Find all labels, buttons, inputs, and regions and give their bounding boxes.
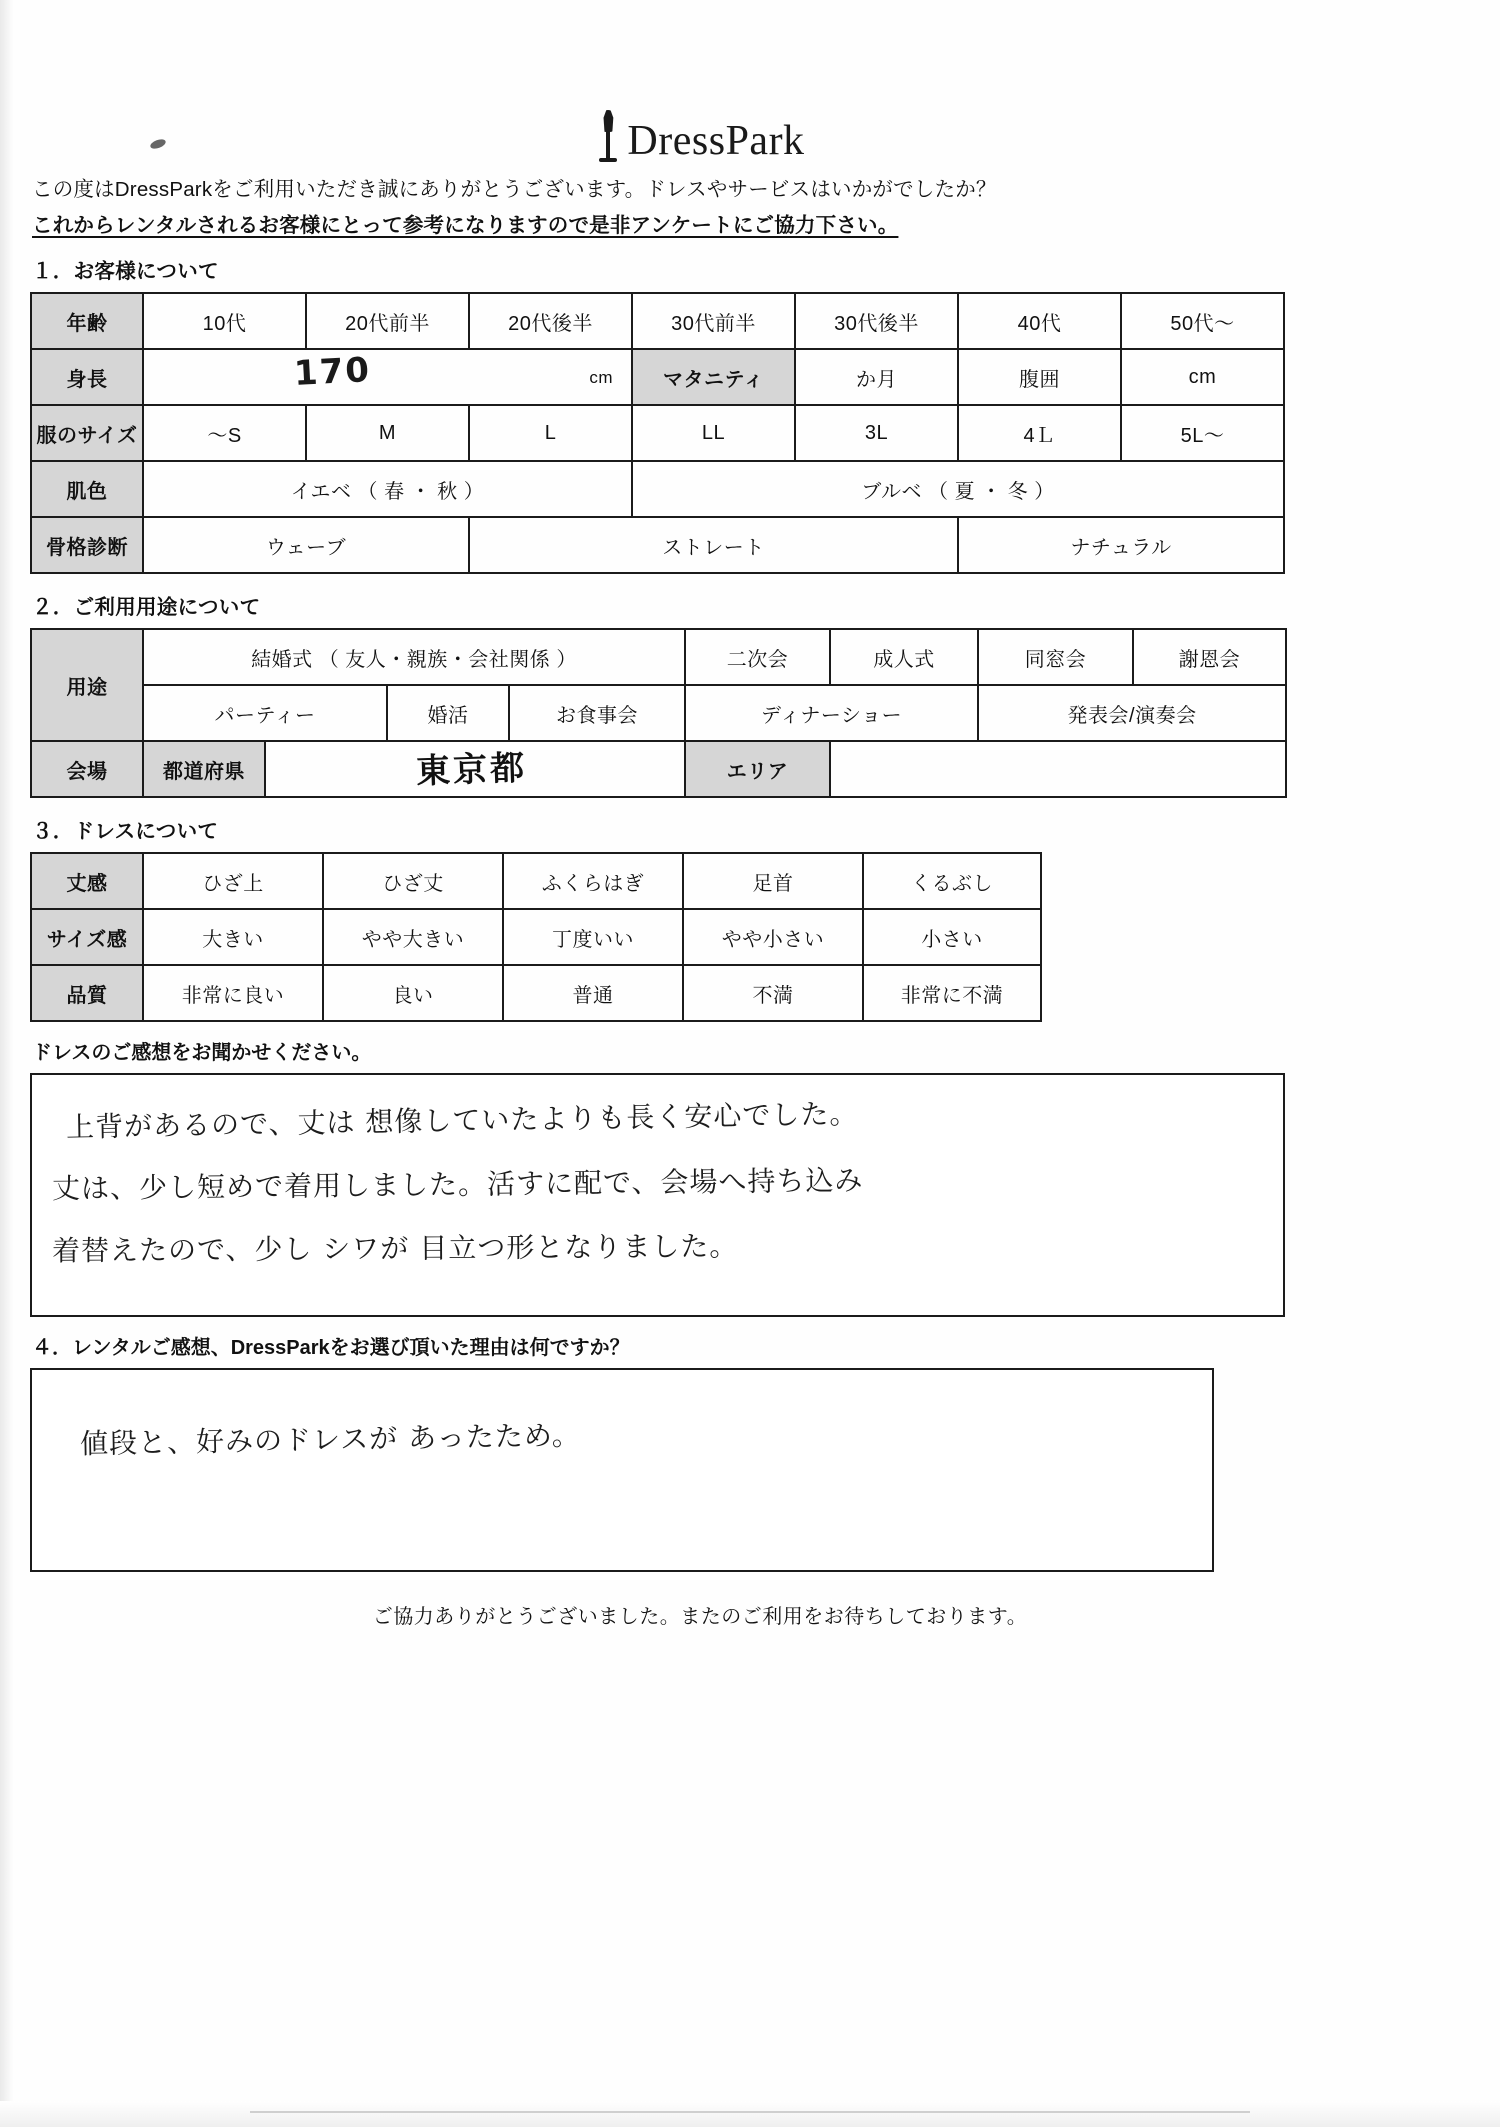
brand-header bbox=[30, 100, 1370, 162]
dress-size-option-1[interactable]: M bbox=[306, 405, 469, 461]
scan-edge-left bbox=[0, 0, 14, 2127]
length-label: 丈感 bbox=[31, 853, 143, 909]
length-option-2[interactable]: ふくらはぎ bbox=[503, 853, 683, 909]
purpose-option-seijinshiki[interactable]: 成人式 bbox=[830, 629, 978, 685]
impression-line-0: 上背があるので、丈は 想像していたよりも長く安心でした。 bbox=[65, 1097, 859, 1144]
purpose-option-recital[interactable]: 発表会/演奏会 bbox=[978, 685, 1286, 741]
closing-message: ご協力ありがとうございました。またのご利用をお待ちしております。 bbox=[372, 1606, 1028, 1628]
intro-line-1: この度はDressParkをご利用いただき誠にありがとうございます。ドレスやサービスはいかがでしたか？ bbox=[32, 178, 997, 201]
purpose-option-oshokujikai[interactable]: お食事会 bbox=[509, 685, 685, 741]
impression-line-2: 着替えたので、少し シワが 目立つ形となりました。 bbox=[51, 1229, 739, 1268]
height-unit: cm bbox=[589, 367, 613, 387]
length-option-1[interactable]: ひざ丈 bbox=[323, 853, 503, 909]
dress-size-option-3[interactable]: LL bbox=[632, 405, 795, 461]
table-row-quality bbox=[31, 965, 1041, 1021]
reason-textarea[interactable] bbox=[30, 1368, 1214, 1572]
section-4-title: ４．レンタルご感想、DressParkをお選び頂いた理由は何ですか？ bbox=[32, 1337, 630, 1359]
section-1-title: １．お客様について bbox=[32, 260, 219, 283]
impression-title: ドレスのご感想をお聞かせください。 bbox=[32, 1042, 372, 1064]
venue-label: 会場 bbox=[31, 741, 143, 797]
table-row-venue bbox=[31, 741, 1286, 797]
dress-size-option-5[interactable]: 4Ｌ bbox=[958, 405, 1121, 461]
impression-textarea[interactable] bbox=[30, 1073, 1285, 1317]
dress-size-option-6[interactable]: 5L～ bbox=[1121, 405, 1284, 461]
quality-label: 品質 bbox=[31, 965, 143, 1021]
section-3-title: ３．ドレスについて bbox=[32, 820, 219, 843]
table-row-size-feel bbox=[31, 909, 1041, 965]
age-option-4[interactable]: 30代後半 bbox=[795, 293, 958, 349]
table-row-purpose-1 bbox=[31, 629, 1286, 685]
purpose-option-wedding[interactable]: 結婚式 （ 友人・親族・会社関係 ） bbox=[143, 629, 685, 685]
purpose-option-nijikai[interactable]: 二次会 bbox=[685, 629, 830, 685]
length-option-3[interactable]: 足首 bbox=[683, 853, 863, 909]
age-option-0[interactable]: 10代 bbox=[143, 293, 306, 349]
area-input[interactable] bbox=[830, 741, 1286, 797]
purpose-option-dousoukai[interactable]: 同窓会 bbox=[978, 629, 1133, 685]
length-option-0[interactable]: ひざ上 bbox=[143, 853, 323, 909]
dress-size-option-0[interactable]: ～S bbox=[143, 405, 306, 461]
size-feel-option-3[interactable]: やや小さい bbox=[683, 909, 863, 965]
dress-size-option-4[interactable]: 3L bbox=[795, 405, 958, 461]
section-2-title: ２．ご利用用途について bbox=[32, 596, 261, 619]
belly-unit[interactable]: cm bbox=[1121, 349, 1284, 405]
table-row-purpose-2 bbox=[31, 685, 1286, 741]
size-feel-label: サイズ感 bbox=[31, 909, 143, 965]
form-content bbox=[30, 100, 1370, 1629]
table-row-bodytype bbox=[31, 517, 1284, 573]
table-row-length bbox=[31, 853, 1041, 909]
page-bottom-rule bbox=[250, 2111, 1250, 2113]
height-label: 身長 bbox=[31, 349, 143, 405]
maternity-months[interactable]: か月 bbox=[795, 349, 958, 405]
table-row-height bbox=[31, 349, 1284, 405]
impression-line-1: 丈は、少し短めで着用しました。活すに配で、会場へ持ち込み bbox=[51, 1163, 864, 1206]
length-option-4[interactable]: くるぶし bbox=[863, 853, 1041, 909]
skin-label: 肌色 bbox=[31, 461, 143, 517]
table-row-age bbox=[31, 293, 1284, 349]
reason-line-0: 値段と、好みのドレスが あったため。 bbox=[79, 1418, 581, 1461]
quality-option-0[interactable]: 非常に良い bbox=[143, 965, 323, 1021]
brand-name: DressPark bbox=[627, 118, 805, 164]
purpose-option-party[interactable]: パーティー bbox=[143, 685, 387, 741]
age-option-5[interactable]: 40代 bbox=[958, 293, 1121, 349]
age-option-3[interactable]: 30代前半 bbox=[632, 293, 795, 349]
prefecture-label: 都道府県 bbox=[143, 741, 265, 797]
intro-line-2: これからレンタルされるお客様にとって参考になりますので是非アンケートにご協力下さい。 bbox=[32, 214, 899, 237]
bodytype-option-2[interactable]: ナチュラル bbox=[958, 517, 1284, 573]
dress-size-label: 服のサイズ bbox=[31, 405, 143, 461]
purpose-option-dinnershow[interactable]: ディナーショー bbox=[685, 685, 978, 741]
age-option-2[interactable]: 20代後半 bbox=[469, 293, 632, 349]
size-feel-option-2[interactable]: 丁度いい bbox=[503, 909, 683, 965]
height-handwritten-value: 170 bbox=[293, 350, 372, 394]
scan-edge-bottom bbox=[0, 2101, 1500, 2127]
bodytype-option-0[interactable]: ウェーブ bbox=[143, 517, 469, 573]
dress-table bbox=[30, 852, 1042, 1022]
bodytype-option-1[interactable]: ストレート bbox=[469, 517, 958, 573]
purpose-option-shaonkai[interactable]: 謝恩会 bbox=[1133, 629, 1286, 685]
age-option-6[interactable]: 50代～ bbox=[1121, 293, 1284, 349]
purpose-option-konkatsu[interactable]: 婚活 bbox=[387, 685, 509, 741]
dress-form-icon bbox=[595, 110, 621, 162]
age-option-1[interactable]: 20代前半 bbox=[306, 293, 469, 349]
quality-option-3[interactable]: 不満 bbox=[683, 965, 863, 1021]
size-feel-option-0[interactable]: 大きい bbox=[143, 909, 323, 965]
area-label: エリア bbox=[685, 741, 830, 797]
prefecture-input[interactable] bbox=[265, 741, 685, 797]
quality-option-4[interactable]: 非常に不満 bbox=[863, 965, 1041, 1021]
size-feel-option-4[interactable]: 小さい bbox=[863, 909, 1041, 965]
table-row-dress-size bbox=[31, 405, 1284, 461]
quality-option-2[interactable]: 普通 bbox=[503, 965, 683, 1021]
height-input[interactable] bbox=[143, 349, 632, 405]
customer-table bbox=[30, 292, 1285, 574]
age-label: 年齢 bbox=[31, 293, 143, 349]
table-row-skin bbox=[31, 461, 1284, 517]
skin-option-1[interactable]: ブルベ （ 夏 ・ 冬 ） bbox=[632, 461, 1284, 517]
belly-label[interactable]: 腹囲 bbox=[958, 349, 1121, 405]
prefecture-handwritten-value: 東京都 bbox=[415, 748, 528, 792]
size-feel-option-1[interactable]: やや大きい bbox=[323, 909, 503, 965]
skin-option-0[interactable]: イエベ （ 春 ・ 秋 ） bbox=[143, 461, 632, 517]
quality-option-1[interactable]: 良い bbox=[323, 965, 503, 1021]
purpose-label: 用途 bbox=[31, 629, 143, 741]
maternity-label: マタニティ bbox=[632, 349, 795, 405]
usage-table bbox=[30, 628, 1287, 798]
dress-size-option-2[interactable]: L bbox=[469, 405, 632, 461]
bodytype-label: 骨格診断 bbox=[31, 517, 143, 573]
